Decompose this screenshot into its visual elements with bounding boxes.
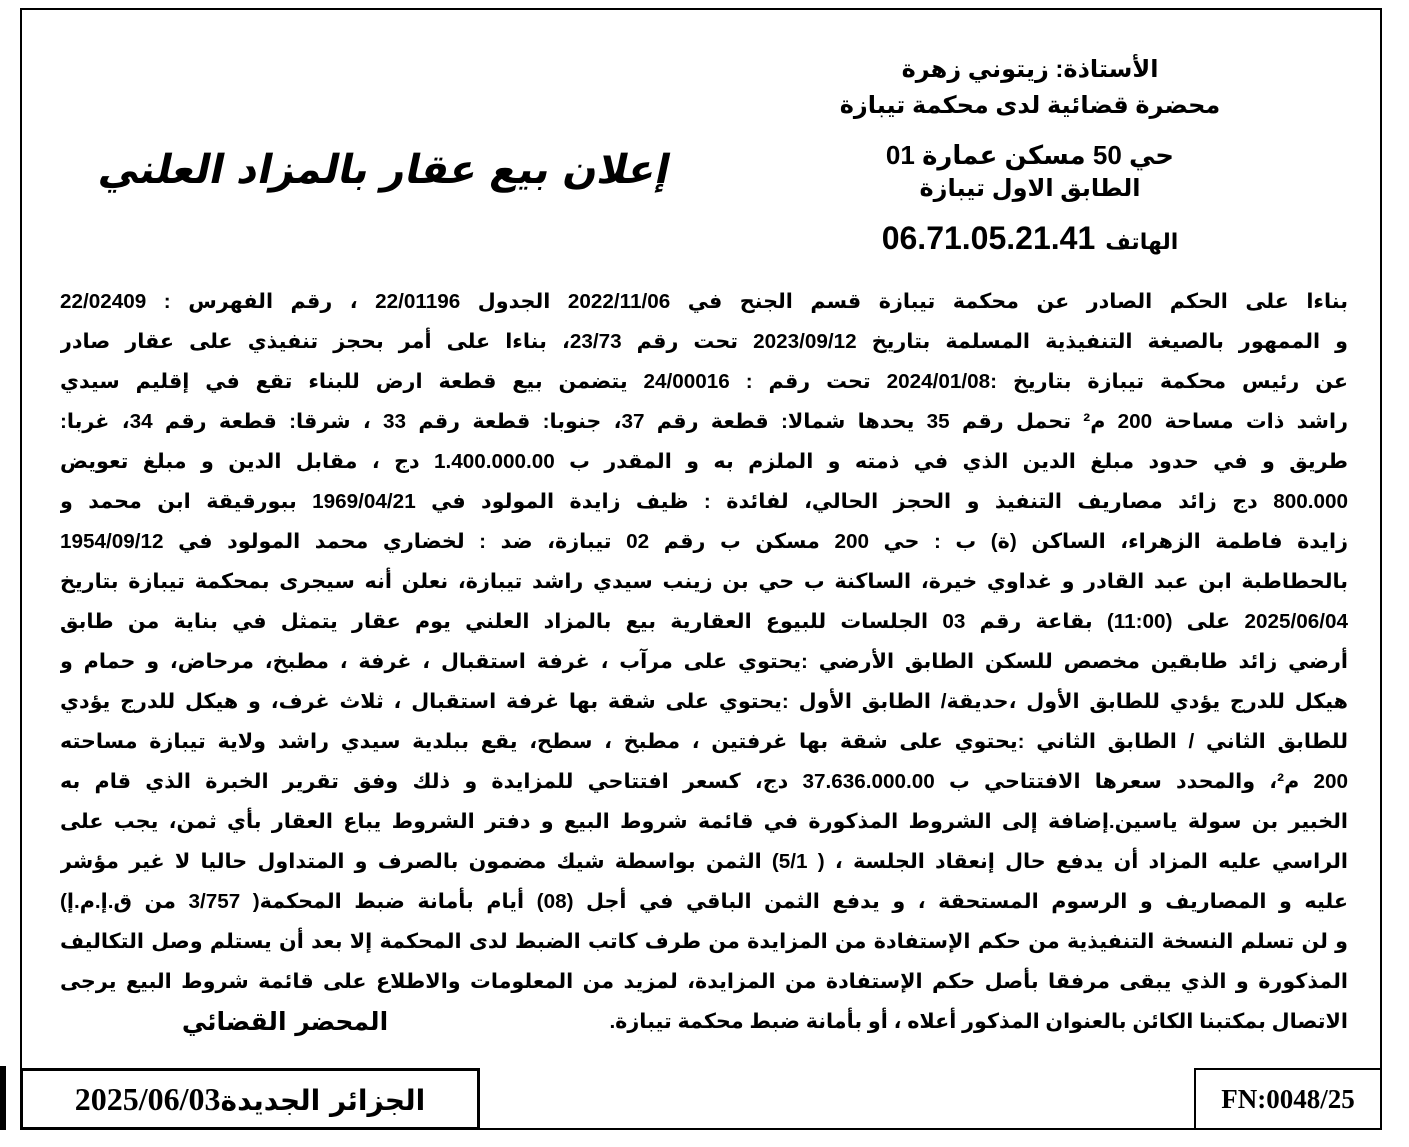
body-line: و لن تسلم النسخة التنفيذية من حكم الإستفادة من المزايدة من طرف كاتب الضبط لدى المحكمة إلا بعد أن يستلم وصل التكاليف xyxy=(60,930,1348,953)
body-line: بالحطاطبة ابن عبد القادر و غداوي خيرة، الساكنة ب حي بن زينب سيدي راشد تيبازة، نعلن أنه سيجرى بمحكمة تيبازة بتاريخ xyxy=(60,570,1348,593)
announcement-body xyxy=(60,282,1348,1042)
body-line: بناءا على الحكم الصادر عن محكمة تيبازة قسم الجنح في 2022/11/06 الجدول 22/01196 ، رقم الفهرس : 22/02409 xyxy=(60,290,1348,313)
phone-label: الهاتف xyxy=(1105,229,1179,254)
announcement-title: إعلان بيع عقار بالمزاد العلني xyxy=(95,147,675,193)
address-line-2-text: الطابق الاول تيبازة xyxy=(919,175,1141,202)
phone-line xyxy=(820,217,1240,259)
body-line: و الممهور بالصيغة التنفيذية المسلمة بتاريخ 2023/09/12 تحت رقم 23/73، بناءا على أمر بحجز تنفيذي على عقار صادر xyxy=(60,330,1348,353)
phone-number: 06.71.05.21.41 xyxy=(881,220,1096,256)
announcement-title-wrap xyxy=(85,135,685,205)
body-line: 800.000 دج زائد مصاريف التنفيذ و الحجز الحالي، لفائدة : ظيف زايدة المولود في 1969/04/21 ببورقيقة ابن محمد و xyxy=(60,490,1348,513)
bailiff-role-text: محضرة قضائية لدى محكمة تيبازة xyxy=(839,92,1221,119)
body-line: أرضي زائد طابقين مخصص للسكن الطابق الأرضي :يحتوي على مرآب ، غرفة استقبال ، غرفة ، مطبخ، مرحاض، و حمام و xyxy=(60,650,1348,673)
address-line-1-text: حي 50 مسكن عمارة 01 xyxy=(885,140,1175,170)
bailiff-name-text: الأستاذة: زيتوني زهرة xyxy=(901,56,1159,83)
body-line: المذكورة و الذي يبقى مرفقا بأصل حكم الإستفادة من المزايدة، لمزيد من المعلومات والاطلاع على قائمة شروط البيع يرجى xyxy=(60,970,1348,993)
body-line: هيكل للدرج يؤدي للطابق الأول ،حديقة/ الطابق الأول :يحتوي على شقة بها غرفة استقبال ، ثلاث غرف، و هيكل للدرج يؤدي xyxy=(60,690,1348,713)
file-number-box xyxy=(1194,1068,1382,1130)
body-line: زايدة فاطمة الزهراء، الساكن (ة) ب : حي 200 مسكن ب رقم 02 تيبازة، ضد : لخضاري محمد المولود في 1954/09/12 xyxy=(60,530,1348,553)
body-line: 200 م²، والمحدد سعرها الافتتاحي ب 37.636.000.00 دج، كسعر افتتاحي للمزايدة و ذلك وفق تقرير الخبرة الذي قام به xyxy=(60,770,1348,793)
body-line: الخبير بن سولة ياسين.إضافة إلى الشروط المذكورة في قائمة شروط البيع و دفتر الشروط يباع العقار بأي ثمن، يجب على xyxy=(60,810,1348,833)
body-line: الاتصال بمكتبنا الكائن بالعنوان المذكور أعلاه ، أو بأمانة ضبط محكمة تيبازة. xyxy=(609,1010,1348,1033)
body-line: الراسي عليه المزاد أن يدفع حال إنعقاد الجلسة ، ( 5/1) الثمن بواسطة شيك مضمون بالصرف و المتداول حاليا لا غير مؤشر xyxy=(60,850,1348,873)
page-edge-bar xyxy=(0,1066,6,1130)
file-number: FN:0048/25 xyxy=(1221,1084,1355,1114)
address-line-1 xyxy=(820,135,1240,175)
newspaper-name: الجزائر الجديدة xyxy=(220,1084,426,1117)
address-line-2 xyxy=(820,171,1240,207)
publication-date: 2025/06/03 xyxy=(74,1081,221,1117)
body-line: عن رئيس محكمة تيبازة بتاريخ :2024/01/08 تحت رقم : 24/00016 يتضمن بيع قطعة ارض للبناء تقع في إقليم سيدي xyxy=(60,370,1348,393)
body-line: 2025/06/04 على (11:00) بقاعة رقم 03 الجلسات للبيوع العقارية بيع بالمزاد العلني يوم عقار يتمثل في بناية من طابق xyxy=(60,610,1348,633)
bailiff-role xyxy=(820,88,1240,124)
signature: المحضر القضائي xyxy=(181,1007,389,1036)
body-line: راشد ذات مساحة 200 م² تحمل رقم 35 يحدها شمالا: قطعة رقم 37، جنوبا: قطعة رقم 33 ، شرقا: قطعة رقم 34، غربا: xyxy=(60,410,1348,433)
body-line: طريق و في حدود مبلغ الدين الذي في ذمته و الملزم به و المقدر ب 1.400.000.00 دج ، مقابل الدين و مبلغ تعويض xyxy=(60,450,1348,473)
bailiff-name xyxy=(820,52,1240,88)
phone-line-inner xyxy=(882,217,1179,259)
publication-box xyxy=(20,1068,480,1130)
body-line: عليه و المصاريف و الرسوم المستحقة ، و يدفع الثمن الباقي في أجل (08) أيام بأمانة ضبط المحكمة( 3/757 من ق.إ.م.إ) xyxy=(60,890,1348,913)
body-line: للطابق الثاني / الطابق الثاني :يحتوي على شقة بها غرفتين ، مطبخ ، سطح، يقع ببلدية سيدي راشد ولاية تيبازة مساحته xyxy=(60,730,1348,753)
